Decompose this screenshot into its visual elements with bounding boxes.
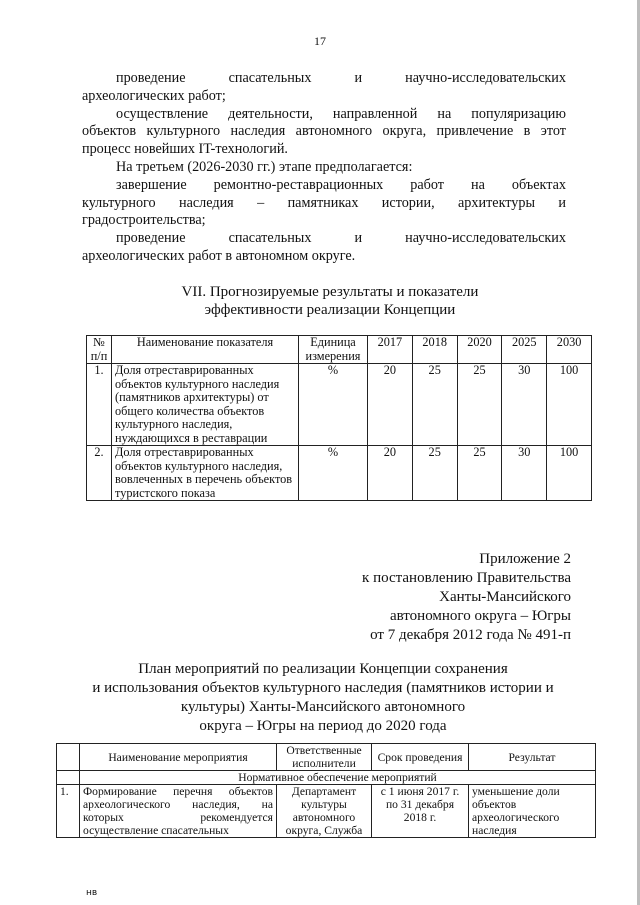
plan-row1-activity: Формирование перечня объектов археологического наследия, на которых рекомендуется осуществление спасательных <box>80 785 277 838</box>
header-unit: Единица измерения <box>299 336 368 364</box>
row1-2030: 100 <box>547 364 592 446</box>
appendix-line1: Приложение 2 <box>479 551 571 567</box>
table-header-row <box>87 336 592 364</box>
plan-table-header <box>57 744 596 771</box>
intro-p1: проведение спасательных и научно-исследовательских <box>116 70 566 86</box>
row1-2020: 25 <box>457 364 502 446</box>
row2-name: Доля отреставрированных объектов культурного наследия, вовлеченных в перечень объектов туристского показа <box>112 446 299 501</box>
intro-p3: На третьем (2026-2030 гг.) этапе предполагается: <box>116 158 413 175</box>
header-2030: 2030 <box>547 336 592 364</box>
plan-table-section-row <box>57 771 596 785</box>
intro-p5-end: археологических работ в автономном округе. <box>82 247 356 264</box>
table-row <box>87 446 592 501</box>
footer-mark: нв <box>86 888 98 898</box>
plan-header-result: Результат <box>469 744 596 771</box>
intro-text <box>82 70 566 266</box>
row2-2017: 20 <box>368 446 413 501</box>
plan-section-label: Нормативное обеспечение мероприятий <box>80 771 596 785</box>
plan-section-num <box>57 771 80 785</box>
plan-title-line1: План мероприятий по реализации Концепции сохранения <box>138 661 508 677</box>
indicators-table <box>86 335 592 501</box>
intro-p4-line2: культурного наследия – памятниках истории, архитектуры и <box>82 194 566 211</box>
plan-header-num <box>57 744 80 771</box>
row1-2017: 20 <box>368 364 413 446</box>
plan-title-line3: культуры) Ханты-Мансийского автономного <box>180 699 466 715</box>
plan-header-term: Срок проведения <box>372 744 469 771</box>
plan-title-line2: и использования объектов культурного наследия (памятников истории и <box>92 680 554 696</box>
appendix-line3: Ханты-Мансийского <box>439 589 571 605</box>
header-2017: 2017 <box>368 336 413 364</box>
row2-num: 2. <box>87 446 112 501</box>
row1-num: 1. <box>87 364 112 446</box>
row2-2020: 25 <box>457 446 502 501</box>
row1-2025: 30 <box>502 364 547 446</box>
page-number: 17 <box>314 34 326 48</box>
plan-title <box>78 660 568 736</box>
plan-title-line4: округа – Югры на период до 2020 года <box>199 718 447 734</box>
row2-unit: % <box>299 446 368 501</box>
row1-name: Доля отреставрированных объектов культурного наследия (памятников архитектуры) от общего количества объектов культурного наследия, нуждающихся в реставрации <box>112 364 299 446</box>
row2-2025: 30 <box>502 446 547 501</box>
header-2020: 2020 <box>457 336 502 364</box>
appendix-line4: автономного округа – Югры <box>389 608 571 624</box>
row2-2018: 25 <box>412 446 457 501</box>
plan-table <box>56 743 596 838</box>
intro-p2-end: процесс новейших IT-технологий. <box>82 141 288 158</box>
intro-p2: осуществление деятельности, направленной на популяризацию <box>116 105 566 122</box>
table-row <box>87 364 592 446</box>
intro-p4-end: градостроительства; <box>82 212 206 229</box>
intro-p2-line2: объектов культурного наследия автономного округа, привлечение в этот <box>82 123 566 140</box>
plan-header-activity: Наименование мероприятия <box>80 744 277 771</box>
plan-row1-num: 1. <box>57 785 80 838</box>
plan-row1-executors: Департамент культуры автономного округа, Служба <box>277 785 372 838</box>
intro-p1-end: археологических работ; <box>82 87 226 104</box>
header-name: Наименование показателя <box>112 336 299 364</box>
row1-unit: % <box>299 364 368 446</box>
intro-p5: проведение спасательных и научно-исследовательских <box>116 230 566 247</box>
header-2018: 2018 <box>412 336 457 364</box>
header-2025: 2025 <box>502 336 547 364</box>
intro-p4: завершение ремонтно-реставрационных работ на объектах <box>116 176 566 193</box>
plan-row1-result: уменьшение доли объектов археологического наследия <box>469 785 596 838</box>
section-7-title-line2: эффективности реализации Концепции <box>204 302 456 318</box>
appendix-line2: к постановлению Правительства <box>362 570 571 586</box>
plan-row1-term: с 1 июня 2017 г. по 31 декабря 2018 г. <box>372 785 469 838</box>
section-7-title <box>180 283 480 319</box>
row1-2018: 25 <box>412 364 457 446</box>
appendix-header <box>362 550 571 645</box>
row2-2030: 100 <box>547 446 592 501</box>
plan-header-executors: Ответственные исполнители <box>277 744 372 771</box>
appendix-line5: от 7 декабря 2012 года № 491-п <box>370 627 571 643</box>
header-num: № п/п <box>87 336 112 364</box>
section-7-title-line1: VII. Прогнозируемые результаты и показатели <box>181 284 479 300</box>
table-row <box>57 785 596 838</box>
